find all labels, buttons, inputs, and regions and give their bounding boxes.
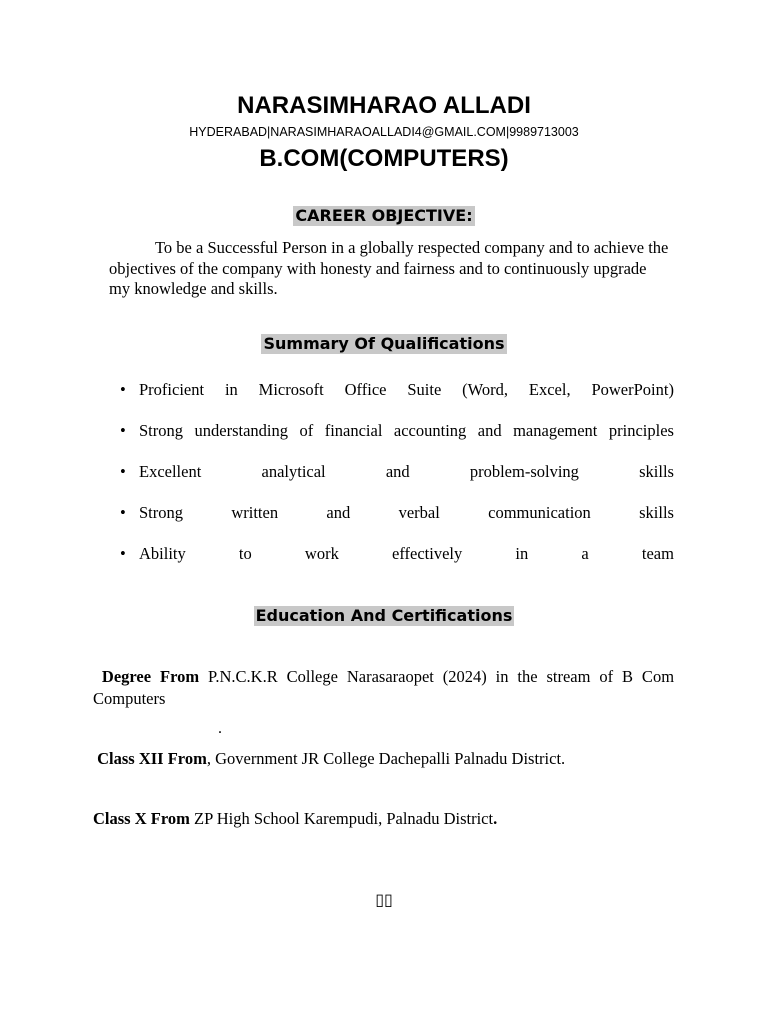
- word: effectively: [392, 544, 463, 563]
- word: in: [224, 380, 238, 399]
- bullet-icon: •: [120, 421, 126, 440]
- class12-label: Class XII From: [97, 749, 207, 768]
- qualification-text: [139, 379, 674, 401]
- word: principles: [608, 421, 674, 440]
- education-degree: [93, 666, 674, 710]
- list-item: [120, 502, 674, 524]
- bullet-icon: •: [120, 380, 126, 399]
- word: (Word,: [462, 380, 509, 399]
- qualification-text: [139, 461, 674, 483]
- word: understanding: [194, 421, 288, 440]
- word: skills: [639, 503, 674, 522]
- word: PowerPoint): [591, 380, 674, 399]
- word: financial: [324, 421, 383, 440]
- class10-period: .: [493, 809, 498, 828]
- list-item: [120, 420, 674, 442]
- word: Excel,: [528, 380, 571, 399]
- contact-line: HYDERABAD|NARASIMHARAOALLADI4@GMAIL.COM|9989713003: [189, 125, 579, 139]
- list-item: [120, 461, 674, 483]
- word: a: [581, 544, 589, 563]
- word: Office: [344, 380, 387, 399]
- career-objective-heading: CAREER OBJECTIVE:: [295, 206, 473, 225]
- bullet-icon: •: [120, 462, 126, 481]
- candidate-name: NARASIMHARAO ALLADI: [237, 92, 531, 119]
- education-heading: Education And Certifications: [255, 606, 513, 625]
- education-class10: [93, 808, 674, 830]
- education-section: [0, 606, 768, 626]
- word: Strong: [139, 421, 184, 440]
- qualification-text: [139, 420, 674, 442]
- word: Suite: [407, 380, 442, 399]
- qualification-text: [139, 543, 674, 565]
- list-item: [120, 543, 674, 565]
- word: management: [513, 421, 598, 440]
- word: analytical: [261, 462, 326, 481]
- qualifications-heading: Summary Of Qualifications: [263, 334, 505, 353]
- word: work: [304, 544, 339, 563]
- word: Excellent: [139, 462, 202, 481]
- career-objective-section: [0, 206, 768, 226]
- word: team: [641, 544, 674, 563]
- word: Microsoft: [258, 380, 324, 399]
- degree-label: Degree From: [101, 667, 200, 686]
- class10-detail: ZP High School Karempudi, Palnadu District: [189, 809, 494, 828]
- word: skills: [639, 462, 674, 481]
- stray-dot: .: [218, 720, 222, 737]
- word: verbal: [398, 503, 440, 522]
- career-objective-text: [109, 238, 669, 300]
- word: communication: [488, 503, 591, 522]
- bullet-icon: •: [120, 544, 126, 563]
- word: accounting: [393, 421, 467, 440]
- qualification-text: [139, 502, 674, 524]
- bullet-icon: •: [120, 503, 126, 522]
- word: problem-solving: [469, 462, 579, 481]
- word: Proficient: [139, 380, 205, 399]
- word: Strong: [139, 503, 184, 522]
- list-item: [120, 379, 674, 401]
- word: written: [231, 503, 279, 522]
- degree-detail: P.N.C.K.R College Narasaraopet (2024) in the stream of B Com Computers: [93, 667, 675, 708]
- degree-title: B.COM(COMPUTERS): [259, 145, 509, 172]
- qualifications-section: [0, 334, 768, 354]
- missing-glyph-icon: ▯▯: [375, 890, 393, 909]
- career-objective-body: To be a Successful Person in a globally respected company and to achieve the objectives of the company with honesty and fairness and to continuously upgrade my knowledge and skills.: [109, 238, 669, 298]
- word: and: [477, 421, 502, 440]
- word: Ability: [139, 544, 186, 563]
- class12-detail: , Government JR College Dachepalli Palnadu District.: [206, 749, 566, 768]
- word: and: [326, 503, 351, 522]
- education-class12: [93, 748, 674, 770]
- word: of: [299, 421, 314, 440]
- word: to: [238, 544, 252, 563]
- class10-label: Class X From: [93, 809, 190, 828]
- word: and: [385, 462, 410, 481]
- word: in: [515, 544, 529, 563]
